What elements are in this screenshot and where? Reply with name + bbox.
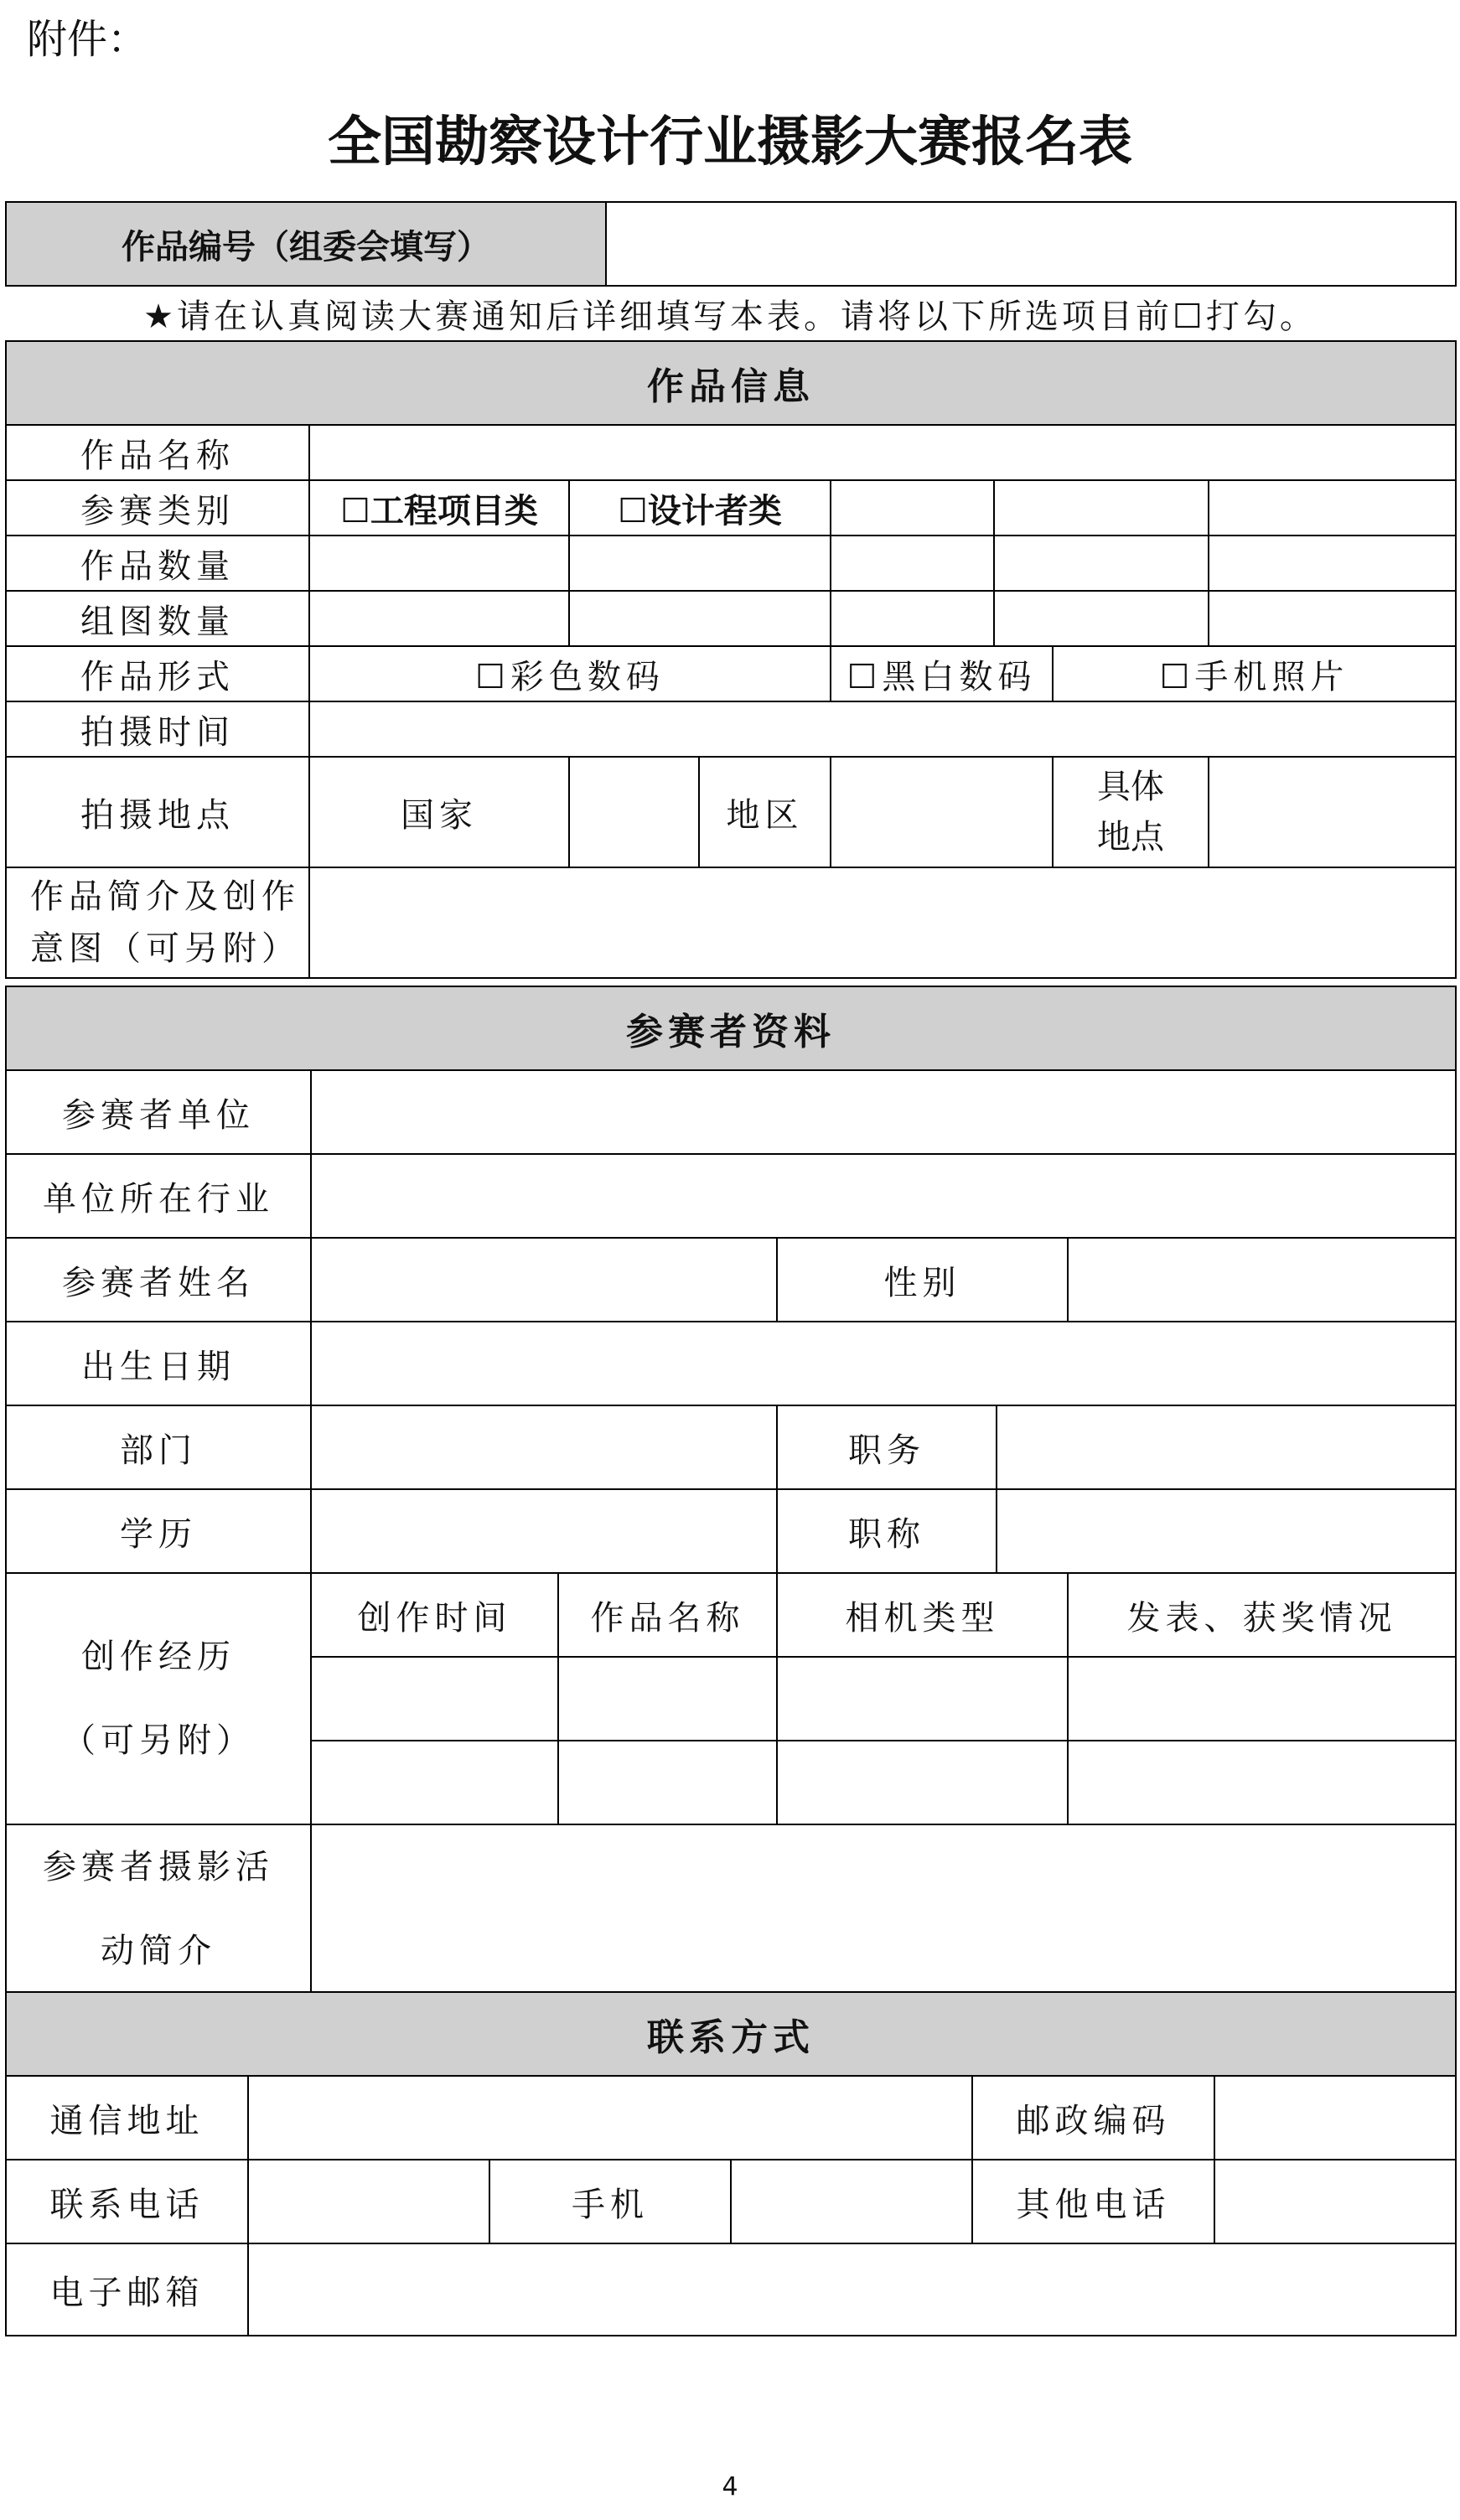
- region-field[interactable]: [831, 757, 1053, 867]
- shoot-time-label: 拍摄时间: [6, 701, 309, 757]
- attachment-label: 附件：: [27, 16, 148, 63]
- category-label: 参赛类别: [6, 480, 309, 536]
- work-name-label: 作品名称: [6, 425, 309, 480]
- unit-label: 参赛者单位: [6, 1070, 311, 1154]
- intro-field[interactable]: [309, 867, 1456, 978]
- intro-label: [6, 867, 309, 978]
- postcode-field[interactable]: [1214, 2076, 1456, 2160]
- history-label-line2: （可另附）: [62, 1721, 255, 1760]
- other-phone-label: 其他电话: [972, 2160, 1214, 2243]
- region-label: 地区: [699, 757, 831, 867]
- count-cell-1[interactable]: [309, 536, 569, 591]
- form-title: 全国勘察设计行业摄影大赛报名表: [328, 111, 1132, 173]
- instruction-note: ★请在认真阅读大赛通知后详细填写本表。请将以下所选项目前☐打勾。: [143, 298, 1317, 336]
- work-info-heading: 作品信息: [6, 341, 1456, 425]
- unit-field[interactable]: [311, 1070, 1456, 1154]
- title-label: 职称: [777, 1489, 997, 1573]
- category-cell-4[interactable]: [994, 480, 1209, 536]
- gender-field[interactable]: [1068, 1238, 1456, 1322]
- dept-label: 部门: [6, 1405, 311, 1489]
- mobile-label: 手机: [489, 2160, 731, 2243]
- email-field[interactable]: [248, 2243, 1456, 2336]
- address-field[interactable]: [248, 2076, 972, 2160]
- intro-label-line1: 作品简介及创作: [30, 877, 300, 916]
- form-bw-checkbox[interactable]: ☐黑白数码: [831, 646, 1053, 701]
- work-name-field[interactable]: [309, 425, 1456, 480]
- group-count-label: 组图数量: [6, 591, 309, 646]
- specific-place-label: [1053, 757, 1209, 867]
- form-color-checkbox[interactable]: ☐彩色数码: [309, 646, 831, 701]
- page-number: 4: [722, 2472, 738, 2502]
- birth-field[interactable]: [311, 1322, 1456, 1405]
- postcode-label: 邮政编码: [972, 2076, 1214, 2160]
- category-engineering-checkbox[interactable]: ☐工程项目类: [309, 480, 569, 536]
- category-designer-checkbox[interactable]: ☐设计者类: [569, 480, 831, 536]
- country-label: 国家: [309, 757, 569, 867]
- specific-place-field[interactable]: [1209, 757, 1456, 867]
- activity-label-line1: 参赛者摄影活: [43, 1848, 274, 1886]
- activity-field[interactable]: [311, 1824, 1456, 1994]
- history-col-name: 作品名称: [558, 1573, 777, 1657]
- phone-label: 联系电话: [6, 2160, 248, 2243]
- specific-place-label-line1: 具体: [1097, 768, 1164, 806]
- work-info-table: [5, 340, 1457, 979]
- work-number-field[interactable]: [606, 202, 1456, 286]
- contact-table: [5, 1991, 1457, 2336]
- position-field[interactable]: [997, 1405, 1456, 1489]
- shoot-time-field[interactable]: [309, 701, 1456, 757]
- education-field[interactable]: [311, 1489, 777, 1573]
- history-row1-award[interactable]: [1068, 1657, 1456, 1741]
- shoot-place-label: 拍摄地点: [6, 757, 309, 867]
- participant-name-field[interactable]: [311, 1238, 777, 1322]
- count-cell-3[interactable]: [831, 536, 994, 591]
- work-number-label: 作品编号（组委会填写）: [6, 202, 606, 286]
- count-cell-5[interactable]: [1209, 536, 1456, 591]
- history-label: [6, 1573, 311, 1824]
- specific-place-label-line2: 地点: [1097, 818, 1164, 856]
- participant-name-label: 参赛者姓名: [6, 1238, 311, 1322]
- activity-label-line2: 动简介: [101, 1932, 216, 1970]
- category-cell-5[interactable]: [1209, 480, 1456, 536]
- participant-heading: 参赛者资料: [6, 986, 1456, 1070]
- group-count-cell-5[interactable]: [1209, 591, 1456, 646]
- mobile-field[interactable]: [731, 2160, 972, 2243]
- history-row1-camera[interactable]: [777, 1657, 1068, 1741]
- group-count-cell-4[interactable]: [994, 591, 1209, 646]
- country-field[interactable]: [569, 757, 699, 867]
- count-cell-4[interactable]: [994, 536, 1209, 591]
- history-label-line1: 创作经历: [81, 1638, 236, 1676]
- form-phone-checkbox[interactable]: ☐手机照片: [1053, 646, 1456, 701]
- participant-table: [5, 986, 1457, 1995]
- intro-label-line2: 意图（可另附）: [30, 929, 300, 968]
- form-type-label: 作品形式: [6, 646, 309, 701]
- education-label: 学历: [6, 1489, 311, 1573]
- history-col-camera: 相机类型: [777, 1573, 1068, 1657]
- history-row2-award[interactable]: [1068, 1741, 1456, 1824]
- group-count-cell-3[interactable]: [831, 591, 994, 646]
- gender-label: 性别: [777, 1238, 1068, 1322]
- address-label: 通信地址: [6, 2076, 248, 2160]
- history-row2-name[interactable]: [558, 1741, 777, 1824]
- count-label: 作品数量: [6, 536, 309, 591]
- category-cell-3[interactable]: [831, 480, 994, 536]
- history-row2-camera[interactable]: [777, 1741, 1068, 1824]
- history-col-award: 发表、获奖情况: [1068, 1573, 1456, 1657]
- history-row1-name[interactable]: [558, 1657, 777, 1741]
- email-label: 电子邮箱: [6, 2243, 248, 2336]
- industry-label: 单位所在行业: [6, 1154, 311, 1238]
- other-phone-field[interactable]: [1214, 2160, 1456, 2243]
- history-col-time: 创作时间: [311, 1573, 558, 1657]
- group-count-cell-1[interactable]: [309, 591, 569, 646]
- count-cell-2[interactable]: [569, 536, 831, 591]
- work-number-table: [5, 201, 1457, 287]
- dept-field[interactable]: [311, 1405, 777, 1489]
- history-row1-time[interactable]: [311, 1657, 558, 1741]
- activity-label: [6, 1824, 311, 1994]
- group-count-cell-2[interactable]: [569, 591, 831, 646]
- history-row2-time[interactable]: [311, 1741, 558, 1824]
- industry-field[interactable]: [311, 1154, 1456, 1238]
- contact-heading: 联系方式: [6, 1992, 1456, 2076]
- position-label: 职务: [777, 1405, 997, 1489]
- title-field[interactable]: [997, 1489, 1456, 1573]
- birth-label: 出生日期: [6, 1322, 311, 1405]
- phone-field[interactable]: [248, 2160, 489, 2243]
